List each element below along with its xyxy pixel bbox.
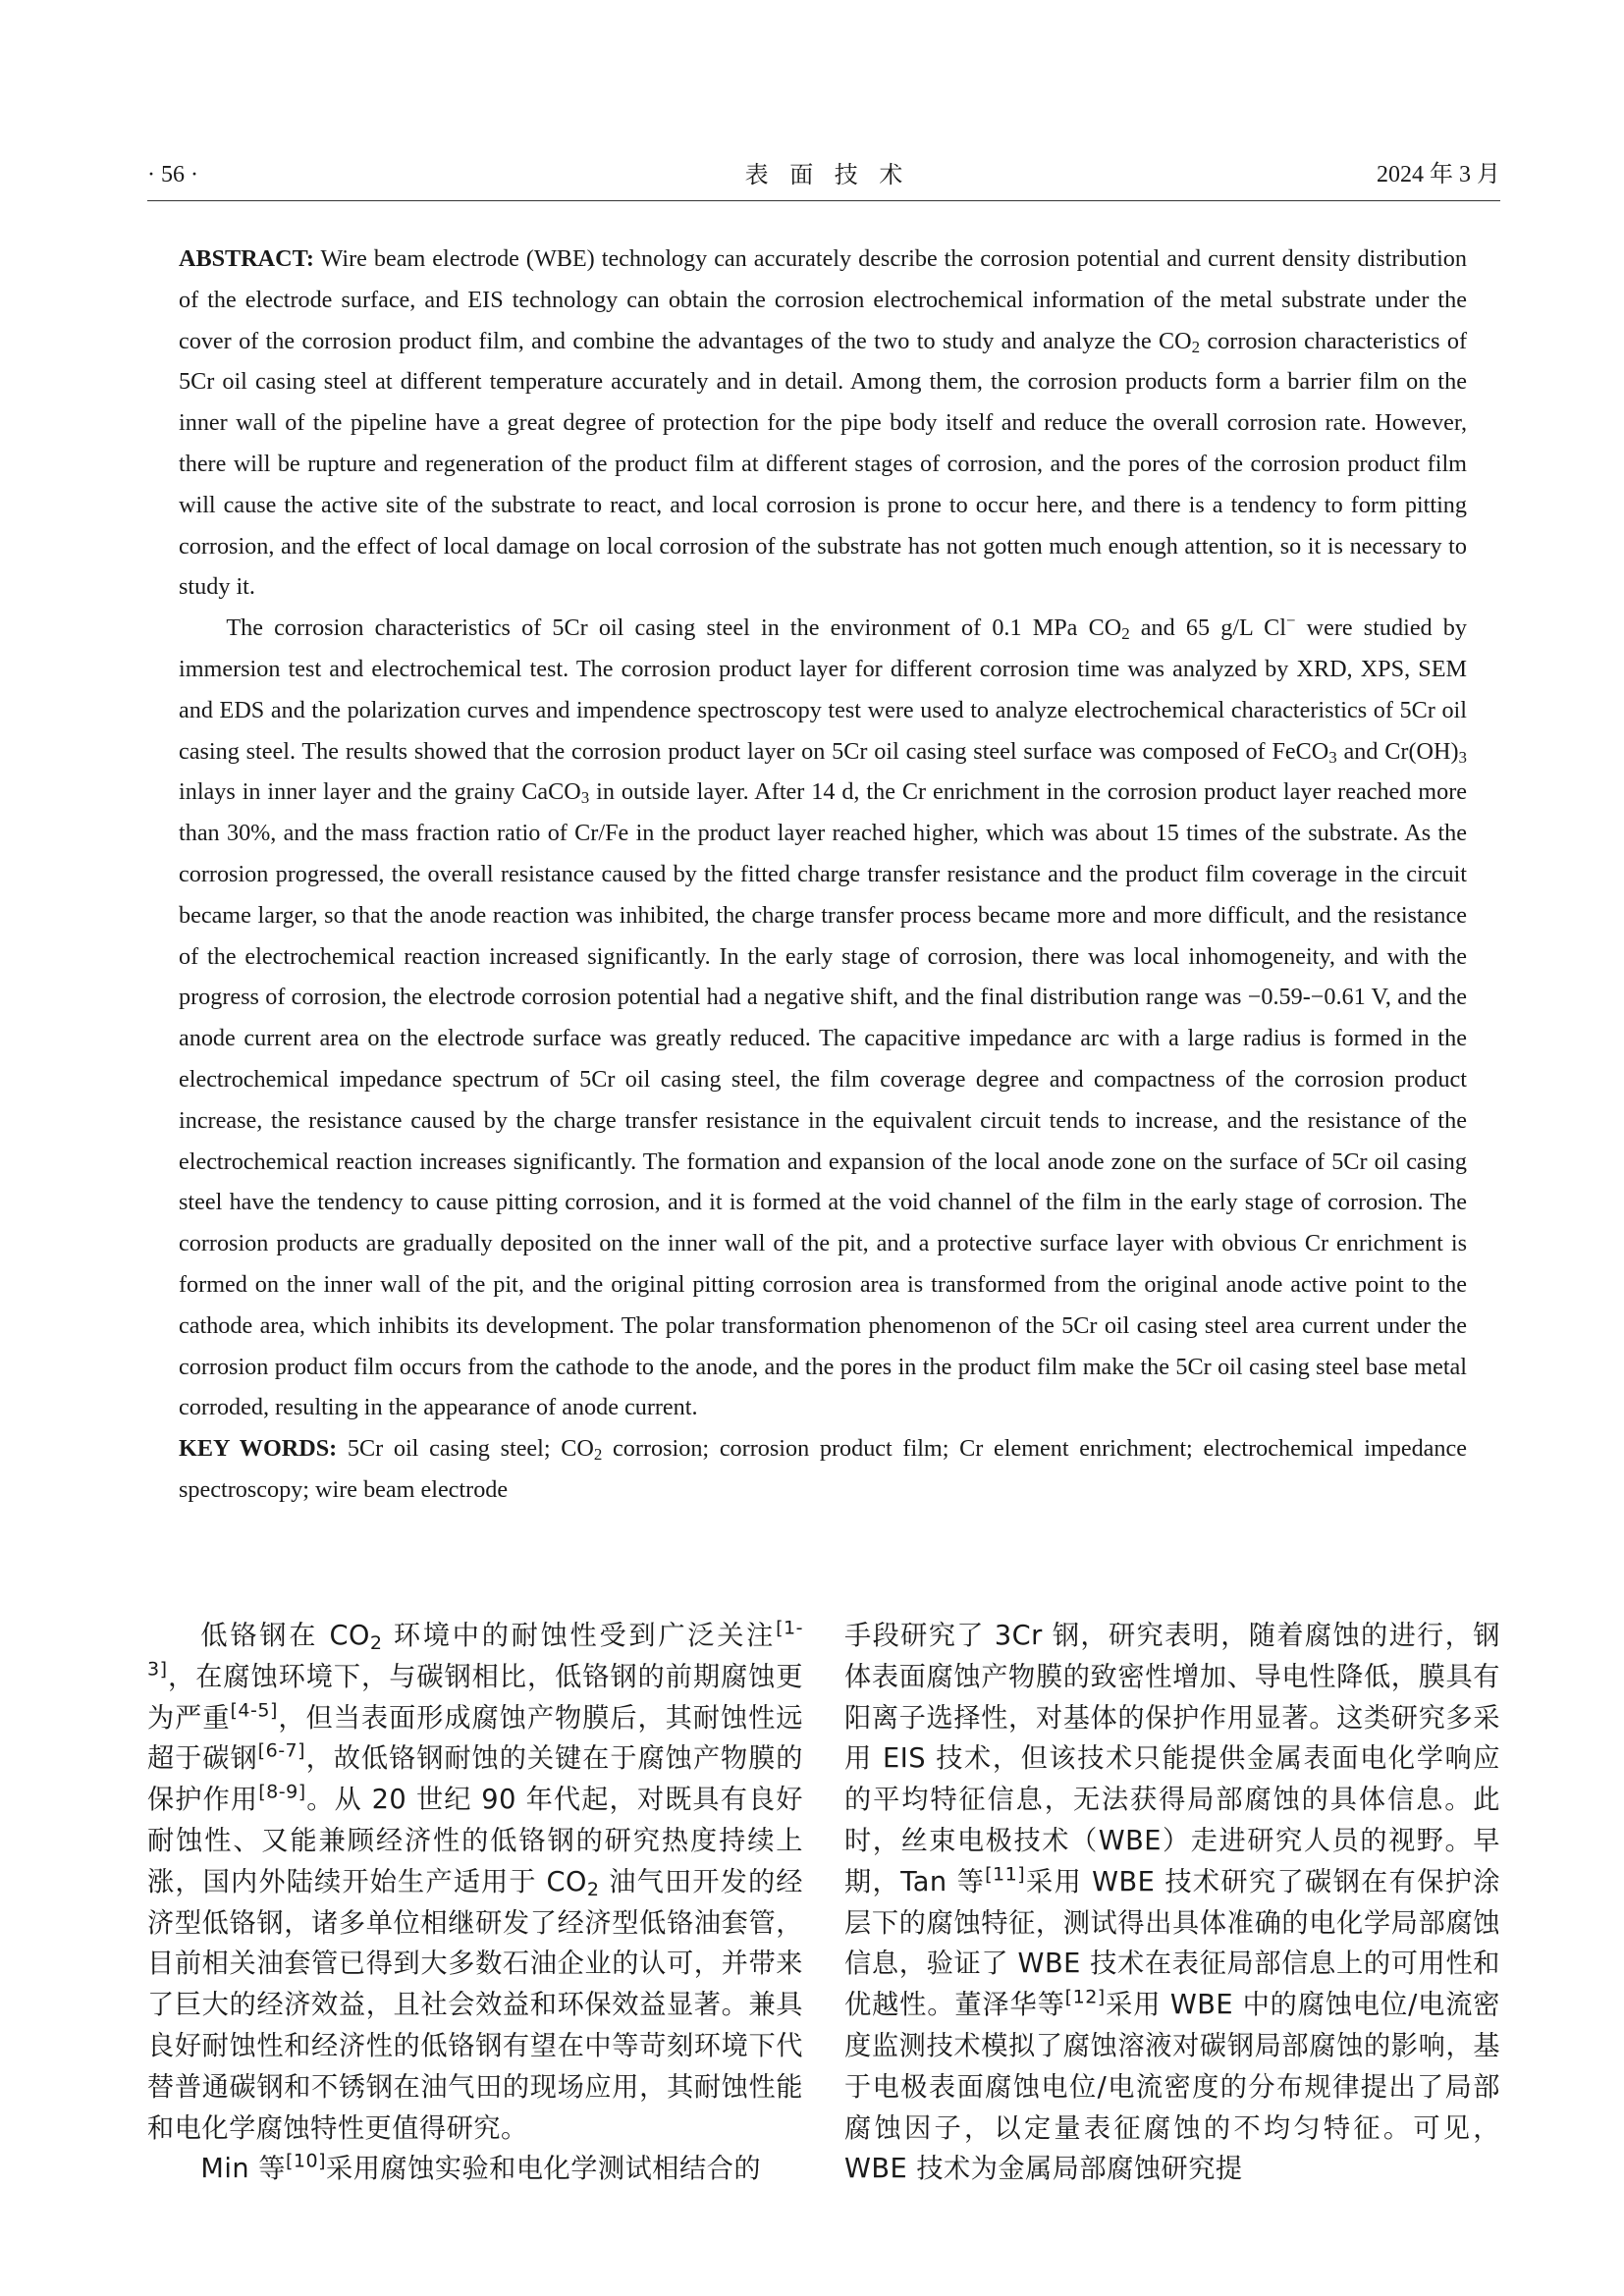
header-rule	[147, 200, 1500, 201]
citation: [11]	[985, 1863, 1026, 1886]
body-text: 手段研究了 3Cr 钢，研究表明，随着腐蚀的进行，钢体表面腐蚀产物膜的致密性增加、导电性降低，膜具有阳离子选择性，对基体的保护作用显著。这类研究多采用 EIS 技术，但该技术只能提供金属表面电化学响应的平均特征信息，无法获得局部腐蚀的具体信息。此时，丝束电极技术（WBE）走进研究人员的视野。早期，Tan 等	[844, 1621, 1500, 1897]
journal-name: 表面技术	[744, 161, 924, 188]
citation: [8-9]	[258, 1781, 306, 1803]
abstract-paragraph-2	[179, 608, 1467, 1428]
page-number: · 56 ·	[147, 162, 198, 187]
body-text: 采用腐蚀实验和电化学测试相结合的	[326, 2154, 762, 2185]
keywords-text: corrosion; corrosion product film; Cr element enrichment; electrochemical impedance spectroscopy; wire beam electrode	[179, 1435, 1467, 1503]
running-header	[147, 155, 1500, 194]
body-text: 采用 WBE 技术研究了碳钢在有保护涂层下的腐蚀特征，测试得出具体准确的电化学局部腐蚀信息，验证了 WBE 技术在表征局部信息上的可用性和优越性。董泽华等	[844, 1866, 1501, 2021]
body-text: 采用 WBE 中的腐蚀电位/电流密度监测技术模拟了腐蚀溶液对碳钢局部腐蚀的影响，基于电极表面腐蚀电位/电流密度的分布规律提出了局部腐蚀因子，以定量表征腐蚀的不均匀特征。可见，WBE 技术为金属局部腐蚀研究提	[844, 1990, 1500, 2185]
subscript: 2	[369, 1631, 383, 1654]
citation: [6-7]	[257, 1739, 306, 1762]
issue-date: 2024 年 3 月	[1377, 162, 1500, 187]
english-abstract	[179, 239, 1467, 1511]
citation: [12]	[1064, 1986, 1106, 2008]
body-text: 低铬钢在 CO	[200, 1621, 370, 1651]
abstract-text: Wire beam electrode (WBE) technology can accurately describe the corrosion potential and current density distribution of the electrode surface, and EIS technology can obtain the corrosion electrochemical information of the metal substrate under the cover of the corrosion product film, and combine the advantages of the two to study and analyze the CO	[179, 245, 1467, 354]
abstract-text: in outside layer. After 14 d, the Cr enrichment in the corrosion product layer reached more than 30%, and the mass fraction ratio of Cr/Fe in the product layer reached higher, which was about 15 times of the substrate. As the corrosion progressed, the overall resistance caused by the fitted charge transfer resistance and the product film coverage in the circuit became larger, so that the anode reaction was inhibited, the charge transfer process became more and more difficult, and the resistance of the electrochemical reaction increased significantly. In the early stage of corrosion, there was local inhomogeneity, and with the progress of corrosion, the electrode corrosion potential had a negative shift, and the final distribution range was −0.59-−0.61 V, and the anode current area on the electrode surface was greatly reduced. The capacitive impedance arc with a large radius is formed in the electrochemical impedance spectrum of 5Cr oil casing steel, the film coverage degree and compactness of the corrosion product increase, the resistance caused by the charge transfer resistance in the equivalent circuit tends to increase, and the resistance of the electrochemical reaction increases significantly. The formation and expansion of the local anode zone on the surface of 5Cr oil casing steel have the tendency to cause pitting corrosion, and it is formed at the void channel of the film in the early stage of corrosion. The corrosion products are gradually deposited on the inner wall of the pit, and a protective surface layer with obvious Cr enrichment is formed on the inner wall of the pit, and the original pitting corrosion area is transformed from the original anode active point to the cathode area, which inhibits its development. The polar transformation phenomenon of the 5Cr oil casing steel area current under the corrosion product film occurs from the cathode to the anode, and the pores in the product film make the 5Cr oil casing steel base metal corroded, resulting in the appearance of anode current.	[179, 778, 1467, 1421]
body-text: ，但当表面形成腐蚀产物膜后，其耐蚀性远超于碳钢	[147, 1702, 803, 1775]
abstract-text: and Cr(OH)	[1336, 737, 1459, 765]
body-text: Min 等	[200, 2154, 286, 2185]
body-paragraph	[147, 1616, 803, 2149]
subscript: 2	[586, 1878, 600, 1900]
keywords-label: KEY WORDS:	[179, 1435, 338, 1463]
abstract-text: inlays in inner layer and the grainy CaCO	[179, 778, 581, 806]
abstract-paragraph-1	[179, 239, 1467, 608]
citation: [1-3]	[147, 1617, 803, 1681]
citation: [10]	[285, 2150, 327, 2172]
abstract-text: corrosion characteristics of 5Cr oil casing steel at different temperature accurately and in detail. Among them, the corrosion products form a barrier film on the inner wall of the pipeline have a great degree of protection for the pipe body itself and reduce the overall corrosion rate. However, there will be rupture and regeneration of the product film at different stages of corrosion, and the pores of the corrosion product film will cause the active site of the substrate to react, and local corrosion is prone to occur here, and there is a tendency to form pitting corrosion, and the effect of local damage on local corrosion of the substrate has not gotten much enough attention, so it is necessary to study it.	[179, 327, 1467, 601]
abstract-text: The corrosion characteristics of 5Cr oil casing steel in the environment of 0.1 MPa CO	[226, 614, 1122, 642]
abstract-text: were studied by immersion test and electrochemical test. The corrosion product layer for different corrosion time was analyzed by XRD, XPS, SEM and EDS and the polarization curves and impendence spectroscopy test were used to analyze electrochemical characteristics of 5Cr oil casing steel. The results showed that the corrosion product layer on 5Cr oil casing steel surface was composed of FeCO	[179, 614, 1467, 765]
citation: [4-5]	[230, 1699, 278, 1722]
body-column-right	[844, 1616, 1500, 2190]
keywords	[179, 1428, 1467, 1511]
subscript: 2	[1121, 624, 1130, 644]
body-text: 环境中的耐蚀性受到广泛关注	[382, 1621, 777, 1651]
body-paragraph	[844, 1616, 1500, 2190]
body-text: 。从 20 世纪 90 年代起，对既具有良好耐蚀性、又能兼顾经济性的低铬钢的研究热度持续上涨，国内外陆续开始生产适用于 CO	[147, 1785, 803, 1897]
abstract-text: and 65 g/L Cl	[1129, 614, 1286, 642]
body-paragraph	[147, 2149, 803, 2190]
subscript: 2	[1191, 337, 1201, 356]
body-text: 油气田开发的经济型低铬钢，诸多单位相继研发了经济型低铬油套管，目前相关油套管已得到大多数石油企业的认可，并带来了巨大的经济效益，且社会效益和环保效益显著。兼具良好耐蚀性和经济性的低铬钢有望在中等苛刻环境下代替普通碳钢和不锈钢在油气田的现场应用，其耐蚀性能和电化学腐蚀特性更值得研究。	[147, 1866, 803, 2144]
body-text: ，在腐蚀环境下，与碳钢相比，低铬钢的前期腐蚀更为严重	[147, 1661, 803, 1734]
subscript: 2	[593, 1445, 603, 1465]
body-column-left	[147, 1616, 803, 2190]
subscript: 3	[1328, 747, 1337, 767]
subscript: 3	[580, 788, 590, 808]
body-text: ，故低铬钢耐蚀的关键在于腐蚀产物膜的保护作用	[147, 1743, 803, 1816]
keywords-text: 5Cr oil casing steel; CO	[337, 1435, 594, 1463]
subscript: 3	[1458, 747, 1467, 767]
abstract-label: ABSTRACT:	[179, 245, 314, 272]
superscript: −	[1285, 611, 1296, 630]
